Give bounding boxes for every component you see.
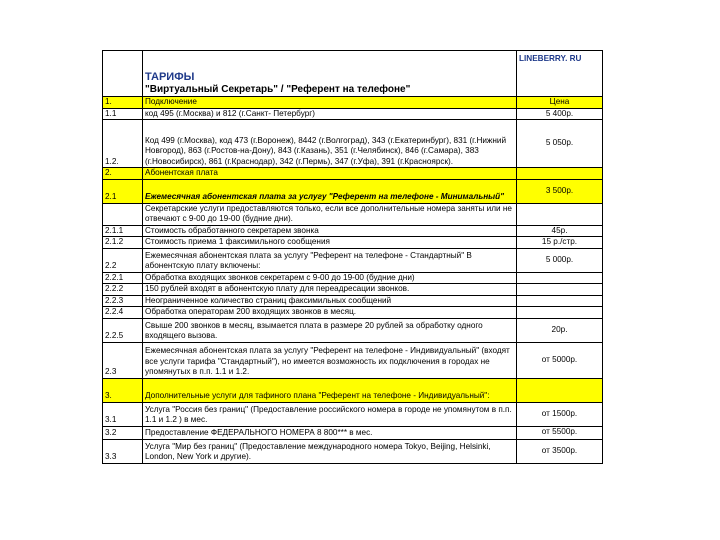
row-price: Цена <box>517 97 603 109</box>
row-description: Неограниченное количество страниц факсимильных сообщений <box>143 295 517 307</box>
row-description: Свыше 200 звонков в месяц, взымается плата в размере 20 рублей за обработку одного входящего вызова. <box>143 318 517 342</box>
page-subtitle: "Виртуальный Секретарь" / "Референт на телефоне" <box>145 84 411 95</box>
row-description: Ежемесячная абонентская плата за услугу "Референт на телефоне - Стандартный" В абонентскую плату включены: <box>143 248 517 272</box>
table-row <box>103 108 603 120</box>
row-description: 150 рублей входят в абонентскую плату для переадресации звонков. <box>143 284 517 296</box>
row-price: от 5500р. <box>517 426 603 439</box>
table-row <box>103 284 603 296</box>
row-description: Стоимость приема 1 факсимильного сообщения <box>143 237 517 249</box>
row-number: 2.2.2 <box>103 284 143 296</box>
table-row <box>103 439 603 463</box>
row-description: Обработка операторам 200 входящих звонков в месяц. <box>143 307 517 319</box>
row-price: от 3500р. <box>517 439 603 463</box>
table-row <box>103 97 603 109</box>
row-price <box>517 203 603 225</box>
row-number: 2.1.1 <box>103 225 143 237</box>
header-title-cell <box>143 51 517 97</box>
row-number: 3. <box>103 378 143 402</box>
row-number: 2.3 <box>103 342 143 378</box>
row-number: 1.2. <box>103 120 143 168</box>
row-price <box>517 378 603 402</box>
row-number: 2.2.3 <box>103 295 143 307</box>
row-price: 20р. <box>517 318 603 342</box>
table-row <box>103 426 603 439</box>
table-row <box>103 203 603 225</box>
table-row <box>103 237 603 249</box>
row-number: 2. <box>103 168 143 180</box>
row-description: Код 499 (г.Москва), код 473 (г.Воронеж), 8442 (г.Волгоград), 343 (г.Екатеринбург), 831 (г.Нижний Новгород), 863 (г.Ростов-на-Дону), 843 (г.Казань), 351 (г.Челябинск), 846 (г.Самара), 383 (г.Новосибирск), 861 (г.Краснодар), 342 (г.Пермь), 347 (г.Уфа), 391 (г.Красноярск). <box>143 120 517 168</box>
table-row <box>103 120 603 168</box>
row-description: Предоставление ФЕДЕРАЛЬНОГО НОМЕРА 8 800*** в мес. <box>143 426 517 439</box>
table-row <box>103 307 603 319</box>
row-price <box>517 307 603 319</box>
row-number: 2.2.1 <box>103 272 143 284</box>
row-number: 2.1 <box>103 179 143 203</box>
row-description: Секретарские услуги предоставляются только, если все дополнительные номера заняты или не отвечают с 9-00 до 19-00 (будние дни). <box>143 203 517 225</box>
row-price <box>517 295 603 307</box>
row-price: 5 000р. <box>517 248 603 272</box>
table-row <box>103 179 603 203</box>
row-number: 2.2 <box>103 248 143 272</box>
row-description: Абонентская плата <box>143 168 517 180</box>
header-row <box>103 51 603 97</box>
table-row <box>103 168 603 180</box>
header-empty-cell <box>103 51 143 97</box>
row-price: 3 500р. <box>517 179 603 203</box>
row-price <box>517 272 603 284</box>
row-price: 45р. <box>517 225 603 237</box>
table-row <box>103 342 603 378</box>
row-number: 2.1.2 <box>103 237 143 249</box>
row-price <box>517 168 603 180</box>
row-description: Услуга "Мир без границ" (Предоставление международного номера Tokyo, Beijing, Helsinki, London, New York и другие). <box>143 439 517 463</box>
row-price <box>517 284 603 296</box>
table-row <box>103 295 603 307</box>
row-description: Стоимость обработанного секретарем звонка <box>143 225 517 237</box>
row-number: 3.1 <box>103 402 143 426</box>
row-number: 1.1 <box>103 108 143 120</box>
row-number <box>103 203 143 225</box>
row-number: 3.3 <box>103 439 143 463</box>
page-title: ТАРИФЫ <box>145 71 195 83</box>
row-description: Ежемесячная абонентская плата за услугу "Референт на телефоне - Минимальный" <box>143 179 517 203</box>
row-number: 2.2.5 <box>103 318 143 342</box>
row-price: 5 050р. <box>517 120 603 168</box>
row-description: Ежемесячная абонентская плата за услугу "Референт на телефоне - Индивидуальный" (входят все услуги тарифа "Стандартный"), но имеется возможность их подключения в городах не упомянутых в п.п. 1.1 и 1.2. <box>143 342 517 378</box>
table-row <box>103 378 603 402</box>
table-row <box>103 225 603 237</box>
row-price: от 1500р. <box>517 402 603 426</box>
row-description: Обработка входящих звонков секретарем с 9-00 до 19-00 (будние дни) <box>143 272 517 284</box>
brand-label: LINEBERRY. RU <box>517 51 603 97</box>
table-row <box>103 318 603 342</box>
row-price: 15 р./стр. <box>517 237 603 249</box>
row-description: Подключение <box>143 97 517 109</box>
row-number: 3.2 <box>103 426 143 439</box>
row-description: Дополнительные услуги для тафиного плана "Референт на телефоне - Индивидуальный": <box>143 378 517 402</box>
table-row <box>103 272 603 284</box>
row-number: 2.2.4 <box>103 307 143 319</box>
row-number: 1. <box>103 97 143 109</box>
row-price: 5 400р. <box>517 108 603 120</box>
row-description: Услуга "Россия без границ" (Предоставление российского номера в городе не упомянутом в п.п. 1.1 и 1.2 ) в мес. <box>143 402 517 426</box>
table-row <box>103 248 603 272</box>
row-price: от 5000р. <box>517 342 603 378</box>
tariff-table <box>102 50 603 464</box>
row-description: код 495 (г.Москва) и 812 (г.Санкт- Петербург) <box>143 108 517 120</box>
table-row <box>103 402 603 426</box>
